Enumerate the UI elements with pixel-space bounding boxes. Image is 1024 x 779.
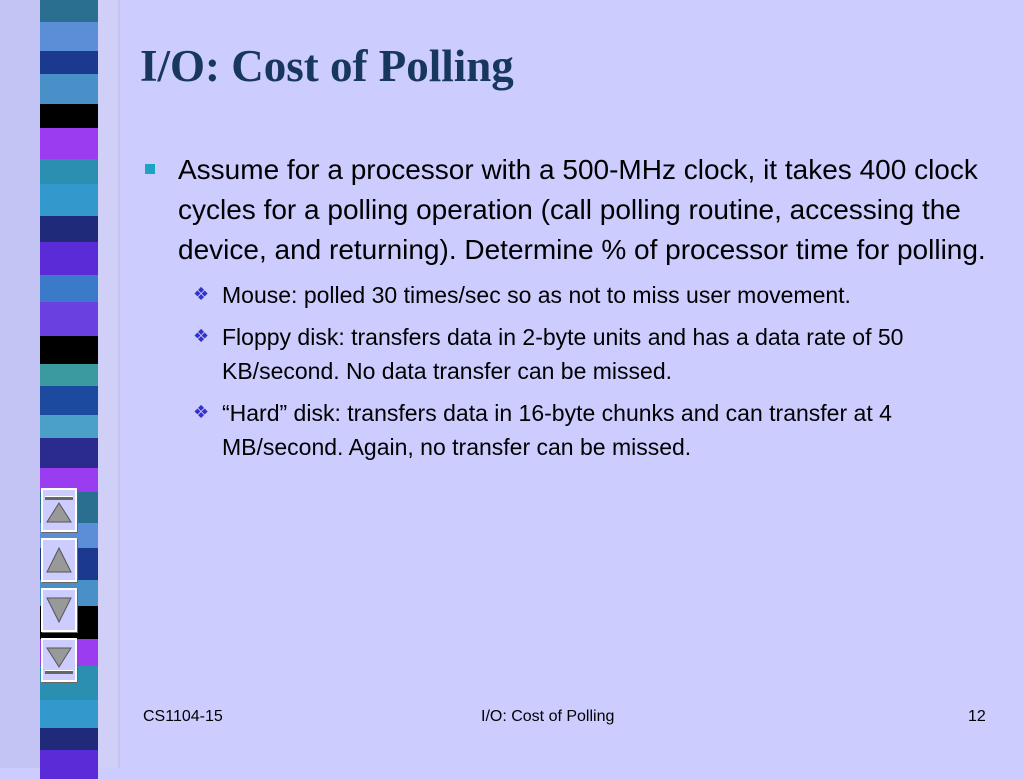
stripe-block — [40, 128, 98, 159]
footer-course: CS1104-15 — [143, 708, 223, 725]
stripe-block — [40, 438, 98, 468]
previous-slide-icon — [45, 545, 73, 575]
sub-bullet-text: “Hard” disk: transfers data in 16-byte chunks and can transfer at 4 MB/second. Again, no transfer can be missed. — [222, 400, 892, 460]
first-slide-button[interactable] — [41, 488, 77, 532]
previous-slide-button[interactable] — [41, 538, 77, 582]
bar-icon — [45, 670, 73, 674]
main-bullet — [145, 150, 1005, 270]
sub-bullet-text: Floppy disk: transfers data in 2-byte units and has a data rate of 50 KB/second. No data transfer can be missed. — [222, 324, 904, 384]
stripe-block — [40, 242, 98, 275]
stripe-block — [40, 336, 98, 364]
stripe-block — [40, 74, 98, 104]
sub-bullet — [190, 320, 1005, 388]
stripe-block — [40, 159, 98, 184]
diamond-bullet-icon: ❖ — [193, 402, 210, 423]
stripe-block — [40, 51, 98, 74]
stripe-shadow — [98, 0, 118, 768]
sub-bullet-text: Mouse: polled 30 times/sec so as not to miss user movement. — [222, 282, 851, 308]
stripe-block — [40, 0, 98, 22]
stripe-block — [40, 275, 98, 302]
sub-bullet — [190, 396, 1005, 464]
footer-page-number: 12 — [968, 708, 986, 725]
stripe-block — [40, 216, 98, 242]
stripe-block — [40, 364, 98, 386]
stripe-block — [40, 750, 98, 779]
sub-bullet — [190, 278, 1005, 312]
slide-content — [145, 150, 1005, 464]
stripe-block — [40, 728, 98, 750]
main-bullet-text: Assume for a processor with a 500-MHz clock, it takes 400 clock cycles for a polling operation (call polling routine, accessing the device, and returning). Determine % of processor time for polling. — [178, 154, 986, 265]
stripe-block — [40, 415, 98, 438]
stripe-block — [40, 104, 98, 128]
stripe-block — [40, 700, 98, 728]
slide-title: I/O: Cost of Polling — [140, 41, 514, 91]
stripe-block — [40, 386, 98, 415]
last-slide-icon — [45, 646, 73, 670]
stripe-block — [40, 302, 98, 336]
last-slide-button[interactable] — [41, 638, 77, 682]
first-slide-icon — [45, 500, 73, 524]
square-bullet-icon — [145, 164, 155, 174]
diamond-bullet-icon: ❖ — [193, 284, 210, 305]
stripe-block — [40, 22, 98, 51]
next-slide-button[interactable] — [41, 588, 77, 632]
stripe-block — [40, 184, 98, 216]
footer-title: I/O: Cost of Polling — [481, 708, 615, 725]
next-slide-icon — [45, 595, 73, 625]
diamond-bullet-icon: ❖ — [193, 326, 210, 347]
